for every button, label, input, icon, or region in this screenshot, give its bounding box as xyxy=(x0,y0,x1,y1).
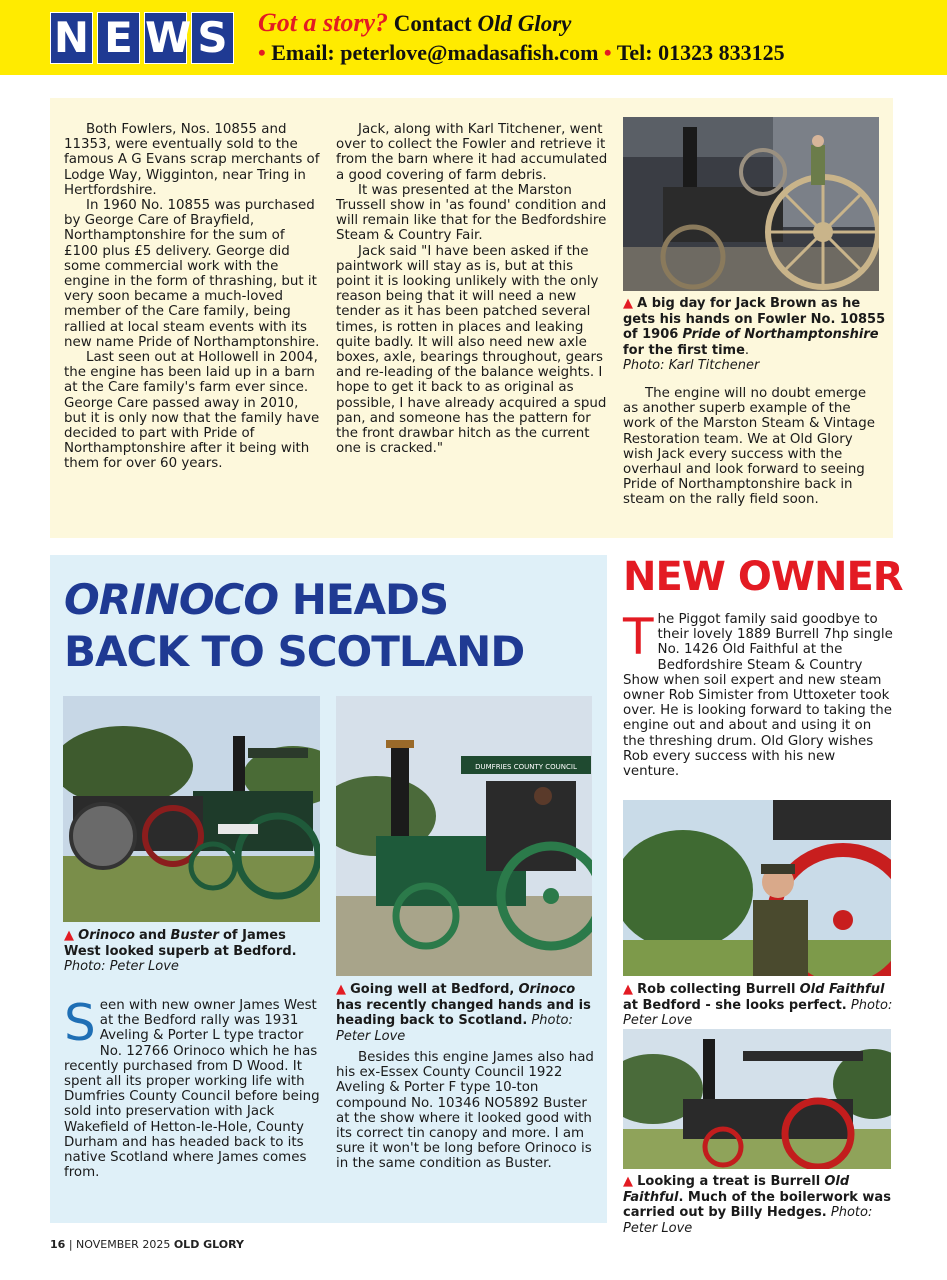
news-logo xyxy=(50,12,234,64)
logo-letter: W xyxy=(145,13,192,62)
fowler-engine-photo xyxy=(623,117,879,291)
bullet: • xyxy=(603,40,612,65)
contact-email[interactable]: Email: peterlove@madasafish.com xyxy=(271,40,599,65)
caption-text: . Much of the boilerwork was carried out by Billy Hedges. xyxy=(623,1189,891,1220)
footer-separator: | xyxy=(68,1238,73,1251)
photo-credit: Photo: Peter Love xyxy=(336,1013,573,1044)
caption-text: has recently changed hands and is heading back to Scotland. xyxy=(336,997,591,1028)
drop-cap: T xyxy=(623,608,654,666)
paragraph: Jack said "I have been asked if the paintwork will stay as is, but at this point it is looking unlikely with the only reason being that it will need a new tender as it has been patched several times, is rotten in places and leaking quite badly. It will also need new axle boxes, axle, bearings throughout, gears and re-leading of the balance weights. I hope to get it back to as original as possible, I have already acquired a spud pan, and someone has the pattern for the front drawbar hitch as the current one is cracked." xyxy=(336,243,607,457)
paragraph: Besides this engine James also had his ex-Essex County Council 1922 Aveling & Porter F type 10-ton compound No. 10346 NO5892 Buster at the show where it looked good with its correct tin canopy and more. I am sure it won't be long before Orinoco is in the same condition as Buster. xyxy=(336,1050,594,1172)
top-article-col2 xyxy=(336,122,608,456)
new-owner-text xyxy=(623,608,893,780)
canopy-sign: DUMFRIES COUNTY COUNCIL xyxy=(475,763,577,771)
orinoco-buster-illustration xyxy=(63,696,320,922)
contact-details xyxy=(258,40,785,66)
paragraph: Last seen out at Hollowell in 2004, the engine has been laid up in a barn at the Care family's farm ever since. George Care passed away in 2010, but it is only now that the family have decided to part with Pride of Northamptonshire after it being with them for over 60 years. xyxy=(64,350,320,472)
paragraph: Jack, along with Karl Titchener, went over to collect the Fowler and retrieve it from the barn where it had accumulated a good covering of farm debris. xyxy=(336,122,608,183)
orinoco-bedford-illustration xyxy=(336,696,592,976)
old-faithful-caption xyxy=(623,1174,893,1236)
orinoco-col2 xyxy=(336,1050,594,1172)
triangle-icon: ▲ xyxy=(623,982,633,997)
orinoco-headline xyxy=(64,574,584,678)
caption-text: Going well at Bedford, xyxy=(350,982,515,997)
contact-label: Contact xyxy=(393,11,472,36)
drop-cap: S xyxy=(64,994,96,1052)
new-owner-headline: NEW OWNER xyxy=(623,554,903,600)
photo-credit: Photo: Peter Love xyxy=(623,1205,873,1236)
triangle-icon: ▲ xyxy=(623,1174,633,1189)
caption-text: Looking a treat is Burrell xyxy=(637,1174,821,1189)
contact-name: Old Glory xyxy=(477,11,572,36)
header-banner xyxy=(0,0,947,75)
paragraph xyxy=(623,608,893,780)
triangle-icon: ▲ xyxy=(64,928,74,943)
fowler-engine-illustration xyxy=(623,117,879,291)
bullet: • xyxy=(258,40,266,65)
caption-engine-name: Orinoco xyxy=(78,928,135,943)
rob-caption xyxy=(623,982,893,1029)
got-a-story: Got a story? xyxy=(258,8,388,37)
caption-engine-name: Buster xyxy=(170,928,219,943)
old-faithful-illustration xyxy=(623,1029,891,1169)
headline-italic: ORINOCO xyxy=(64,575,279,624)
paragraph: It was presented at the Marston Trussell show in 'as found' condition and will remain like that for the Bedfordshire Steam & Country Fair. xyxy=(336,182,607,244)
caption-engine-name: Old Faithful xyxy=(799,982,885,997)
paragraph xyxy=(64,994,322,1181)
paragraph: Both Fowlers, Nos. 10855 and 11353, were eventually sold to the famous A G Evans scrap merchants of Lodge Way, Wigginton, near Tring in Hertfordshire. xyxy=(64,122,320,198)
page-footer xyxy=(50,1238,244,1251)
logo-letter: N xyxy=(50,12,93,64)
photo-credit: Photo: Karl Titchener xyxy=(623,358,760,373)
photo-credit: Photo: Peter Love xyxy=(623,997,893,1028)
photo-credit: Photo: Peter Love xyxy=(64,959,179,974)
triangle-icon: ▲ xyxy=(336,982,346,997)
triangle-icon: ▲ xyxy=(623,296,633,311)
paragraph-text: he Piggot family said goodbye to their lovely 1889 Burrell 7hp single No. 1426 Old Faithful at the Bedfordshire Steam & Country Show when soil expert and new steam owner Rob Simister from Uttoxeter took over. He is looking forward to taking the engine out and about and using it on the threshing drum. Old Glory wishes Rob every success with his new venture. xyxy=(623,612,893,780)
magazine-name: OLD GLORY xyxy=(173,1238,244,1251)
paragraph: The engine will no doubt emerge as another superb example of the work of the Marston Steam & Vintage Restoration team. We at Old Glory wish Jack every success with the overhaul and look forward to seeing Pride of Northamptonshire back in steam on the rally field soon. xyxy=(623,386,875,508)
contact-line xyxy=(258,8,571,38)
page-number: 16 xyxy=(50,1238,66,1251)
orinoco-caption-2 xyxy=(336,982,594,1044)
caption-text: and xyxy=(139,928,167,943)
rob-simister-illustration xyxy=(623,800,891,976)
paragraph-text: een with new owner James West at the Bedford rally was 1931 Aveling & Porter L type tractor No. 12766 Orinoco which he has recently purchased from D Wood. It spent all its proper working life with Dumfries County Council before being sold into preservation with Jack Wakefield of Hetton-le-Hole, County Durham and has headed back to its native Scotland where James comes from. xyxy=(64,998,320,1181)
caption-punct: . xyxy=(744,342,750,358)
rob-simister-photo xyxy=(623,800,891,976)
orinoco-buster-photo xyxy=(63,696,320,922)
caption-text: A big day for Jack Brown as he gets his hands on Fowler No. 10855 of 1906 xyxy=(623,296,886,342)
top-article-col1 xyxy=(64,122,322,472)
orinoco-caption-1 xyxy=(64,928,320,975)
caption-engine-name: Old Faithful xyxy=(623,1174,850,1205)
caption-text: for the first time xyxy=(623,342,745,358)
orinoco-col1 xyxy=(64,994,322,1181)
caption-engine-name: Orinoco xyxy=(518,982,576,997)
issue-date: NOVEMBER 2025 xyxy=(76,1238,171,1251)
logo-letter: E xyxy=(97,12,140,64)
orinoco-bedford-photo xyxy=(336,696,592,976)
old-faithful-photo xyxy=(623,1029,891,1169)
fowler-caption xyxy=(623,296,891,374)
headline-rest: HEADS BACK TO SCOTLAND xyxy=(64,575,525,676)
caption-text: of James West looked superb at Bedford. xyxy=(64,928,297,959)
caption-engine-name: Pride of Northamptonshire xyxy=(682,327,879,342)
logo-letter: S xyxy=(191,12,234,64)
top-article-col3 xyxy=(623,386,885,508)
caption-text: at Bedford - she looks perfect. xyxy=(623,997,847,1013)
paragraph: In 1960 No. 10855 was purchased by George Care of Brayfield, Northamptonshire for the sum of £100 plus £5 delivery. George did some commercial work with the engine in the form of thrashing, but it very soon became a much-loved member of the Care family, being rallied at local steam events with its new name Pride of Northamptonshire. xyxy=(64,198,320,350)
contact-tel: Tel: 01323 833125 xyxy=(616,40,785,65)
caption-text: Rob collecting Burrell xyxy=(637,982,796,997)
